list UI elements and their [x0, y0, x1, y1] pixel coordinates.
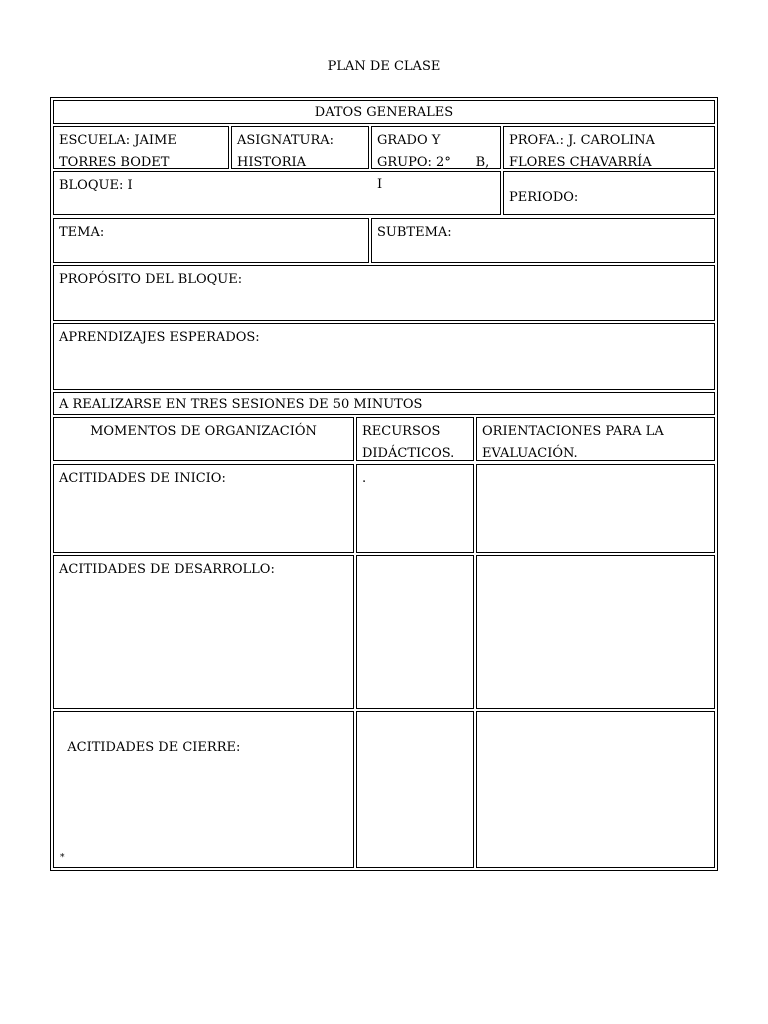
recursos-inicio-cell: .: [356, 464, 474, 553]
recursos-header: RECURSOS DIDÁCTICOS.: [356, 417, 474, 461]
bloque-cell: BLOQUE: I: [53, 171, 501, 215]
orientaciones-desarrollo-cell: [476, 555, 715, 709]
recursos-cierre-cell: [356, 711, 474, 868]
cierre-footnote-mark: *: [60, 853, 65, 863]
orientaciones-inicio-cell: [476, 464, 715, 553]
actividades-cierre-label: ACITIDADES DE CIERRE:: [67, 740, 241, 755]
profa-cell: PROFA.: J. CAROLINA FLORES CHAVARRÍA: [503, 126, 715, 169]
actividades-desarrollo-cell: ACITIDADES DE DESARROLLO:: [53, 555, 354, 709]
grado-grupo-cell: GRADO Y GRUPO: 2° B, I: [371, 126, 501, 169]
proposito-cell: PROPÓSITO DEL BLOQUE:: [53, 265, 715, 321]
recursos-desarrollo-cell: [356, 555, 474, 709]
document-title: PLAN DE CLASE: [327, 59, 441, 74]
actividades-cierre-cell: [53, 711, 354, 868]
asignatura-cell: ASIGNATURA: HISTORIA: [231, 126, 369, 169]
subtema-cell: SUBTEMA:: [371, 218, 715, 263]
orientaciones-header: ORIENTACIONES PARA LA EVALUACIÓN.: [476, 417, 715, 461]
aprendizajes-cell: APRENDIZAJES ESPERADOS:: [53, 323, 715, 390]
escuela-cell: ESCUELA: JAIME TORRES BODET: [53, 126, 229, 169]
datos-generales-header: DATOS GENERALES: [53, 100, 715, 124]
sesiones-cell: A REALIZARSE EN TRES SESIONES DE 50 MINUTOS: [53, 392, 715, 415]
periodo-cell: PERIODO:: [503, 171, 715, 215]
orientaciones-cierre-cell: [476, 711, 715, 868]
tema-cell: TEMA:: [53, 218, 369, 263]
actividades-inicio-cell: ACITIDADES DE INICIO:: [53, 464, 354, 553]
momentos-header: MOMENTOS DE ORGANIZACIÓN: [53, 417, 354, 461]
